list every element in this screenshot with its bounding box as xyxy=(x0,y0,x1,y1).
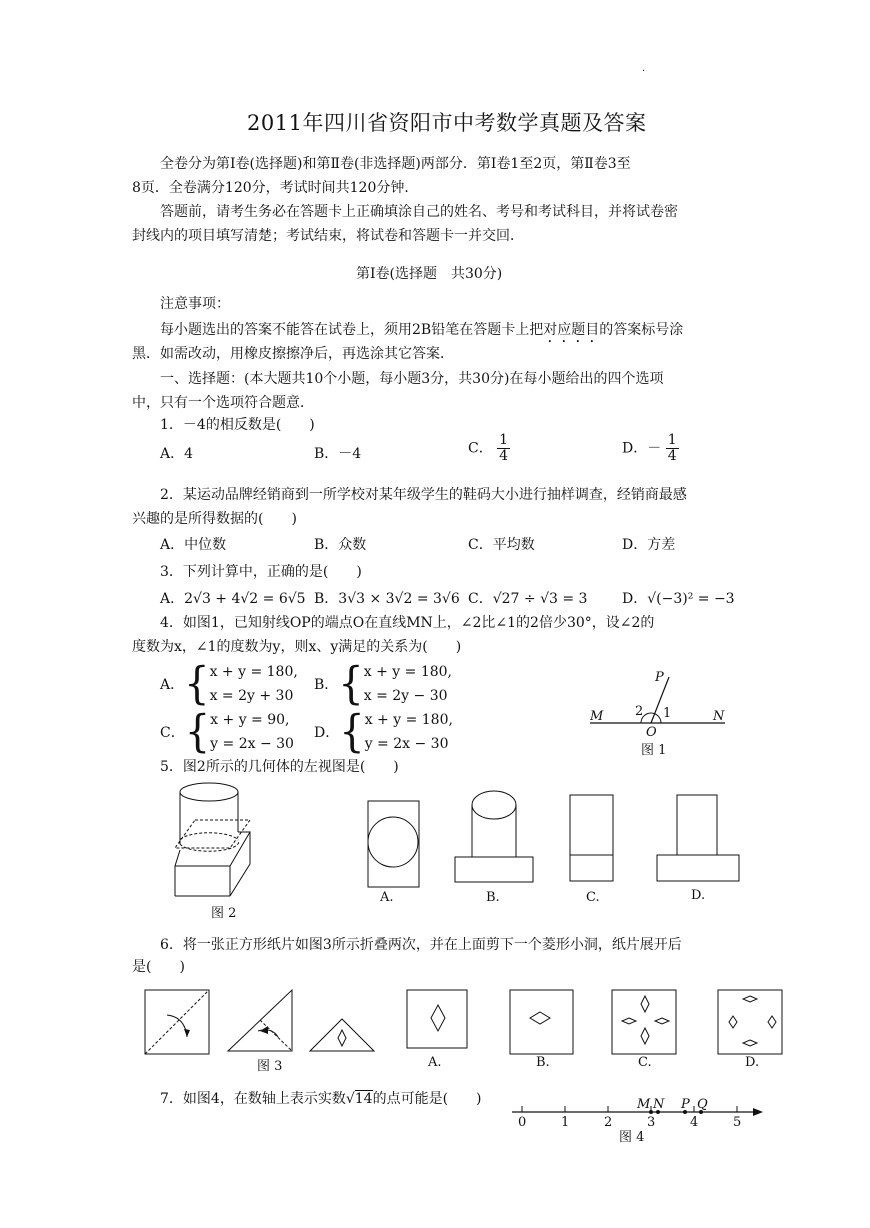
q7-stem xyxy=(160,1087,482,1111)
fig1-caption: 图 1 xyxy=(641,743,667,758)
label-m: M xyxy=(637,1097,651,1112)
q1-option-c xyxy=(468,433,510,464)
q3-option-a: A．2√3 + 4√2 = 6√5 xyxy=(160,591,306,607)
q3-option-b: B．3√3 × 3√2 = 3√6 xyxy=(314,591,460,607)
fig1-angle-1: 1 xyxy=(663,706,672,721)
q6-option-d: D. xyxy=(745,1055,760,1070)
figure-4-number-line xyxy=(505,1092,770,1144)
emphasized-text: 对应题目 xyxy=(543,322,600,338)
q1-option-a: A．4 xyxy=(160,446,194,462)
q5-option-c: C. xyxy=(586,890,600,905)
intro-line-3: 答题前，请考生务必在答题卡上正确填涂自己的姓名、考号和考试科目，并将试卷密 xyxy=(160,204,678,220)
fig1-angle-2: 2 xyxy=(635,704,644,719)
q2-option-b: B．众数 xyxy=(314,537,367,553)
tick-label-1: 1 xyxy=(561,1115,570,1130)
fig1-label-m: M xyxy=(590,709,604,724)
q1-d-label: D．－ xyxy=(622,440,662,457)
q5-stem: 5．图2所示的几何体的左视图是( ) xyxy=(160,759,399,775)
q2-option-d: D．方差 xyxy=(622,537,676,553)
fig2-caption: 图 2 xyxy=(211,906,237,921)
tick-label-2: 2 xyxy=(604,1115,613,1130)
q6-line-2: 是( ) xyxy=(132,959,185,975)
figure-2 xyxy=(175,778,275,923)
number-line-ticks xyxy=(518,1106,741,1130)
q1-option-b: B．－4 xyxy=(314,446,362,462)
q1-option-d xyxy=(622,433,679,464)
fig4-caption: 图 4 xyxy=(619,1130,645,1145)
q6-option-b: B. xyxy=(536,1055,550,1070)
notice-text-a: 每小题选出的答案不能答在试卷上，须用2B铅笔在答题卡上把 xyxy=(160,322,544,338)
q5-option-a: A. xyxy=(380,890,394,905)
q7-stem-b: 的点可能是( ) xyxy=(372,1091,482,1107)
fig1-label-n: N xyxy=(713,709,725,724)
q5-option-b: B. xyxy=(486,890,500,905)
tick-label-4: 4 xyxy=(690,1115,699,1130)
q4-line-1: 4．如图1，已知射线OP的端点O在直线MN上，∠2比∠1的2倍少30°，设∠2的 xyxy=(160,615,655,631)
q4-line-2: 度数为x，∠1的度数为y，则x、y满足的关系为( ) xyxy=(132,639,462,655)
q1-stem: 1．－4的相反数是( ) xyxy=(160,417,315,433)
fig1-label-p: P xyxy=(655,670,664,685)
q2-option-a: A．中位数 xyxy=(160,537,227,553)
q3-stem: 3．下列计算中，正确的是( ) xyxy=(160,564,362,580)
figure-1 xyxy=(585,665,735,760)
q2-option-c: C．平均数 xyxy=(468,537,535,553)
fig3-caption: 图 3 xyxy=(257,1059,283,1074)
q6-options xyxy=(400,985,790,1075)
part1-line-1: 一、选择题：(本大题共10个小题，每小题3分，共30分)在每小题给出的四个选项 xyxy=(160,371,664,387)
intro-line-2: 8页．全卷满分120分，考试时间共120分钟． xyxy=(132,180,419,196)
notice-label: 注意事项： xyxy=(160,296,230,312)
intro-line-4: 封线内的项目填写清楚；考试结束，将试卷和答题卡一并交回． xyxy=(132,228,524,244)
label-n: N xyxy=(653,1097,665,1112)
q4-option-a: A．{ x + y = 180, x = 2y + 30 xyxy=(160,658,298,710)
fig1-label-o: O xyxy=(646,725,657,740)
q4-option-b: B．{ x + y = 180, x = 2y − 30 xyxy=(314,658,452,710)
q6-option-c: C. xyxy=(638,1055,652,1070)
notice-line-2: 黑．如需改动，用橡皮擦擦净后，再选涂其它答案． xyxy=(132,346,454,362)
section-heading: 第Ⅰ卷(选择题 共30分) xyxy=(356,266,503,282)
q3-option-c: C．√27 ÷ √3 = 3 xyxy=(468,591,588,607)
q1-c-label: C． xyxy=(468,440,493,457)
label-q: Q xyxy=(697,1097,708,1112)
q4-option-c: C．{ x + y = 90, y = 2x − 30 xyxy=(160,706,294,758)
figure-3 xyxy=(140,985,380,1077)
q7-radical: √14 xyxy=(345,1091,373,1107)
corner-dot: · xyxy=(642,66,646,77)
page-title: 2011年四川省资阳市中考数学真题及答案 xyxy=(247,111,647,135)
q6-option-a: A. xyxy=(428,1055,442,1070)
q6-line-1: 6．将一张正方形纸片如图3所示折叠两次，并在上面剪下一个菱形小洞，纸片展开后 xyxy=(160,937,682,953)
label-p: P xyxy=(681,1097,690,1112)
q1-c-fraction: $\frac{1}{4}$ xyxy=(499,432,509,464)
q2-line-2: 兴趣的是所得数据的( ) xyxy=(132,511,297,527)
notice-text-c: 的答案标号涂 xyxy=(599,322,684,338)
q5-option-d: D. xyxy=(691,888,706,903)
q4-option-d: D．{ x + y = 180, y = 2x − 30 xyxy=(314,706,453,758)
q5-options xyxy=(360,790,750,910)
q2-line-1: 2．某运动品牌经销商到一所学校对某年级学生的鞋码大小进行抽样调查，经销商最感 xyxy=(160,487,687,503)
q7-stem-a: 7．如图4，在数轴上表示实数 xyxy=(160,1091,346,1107)
q1-d-fraction: $\frac{1}{4}$ xyxy=(667,432,677,464)
intro-line-1: 全卷分为第Ⅰ卷(选择题)和第Ⅱ卷(非选择题)两部分．第Ⅰ卷1至2页，第Ⅱ卷3至 xyxy=(160,156,631,172)
tick-label-5: 5 xyxy=(733,1115,742,1130)
q3-option-d: D．√(−3)² = −3 xyxy=(622,591,735,607)
tick-label-3: 3 xyxy=(647,1115,656,1130)
part1-line-2: 中，只有一个选项符合题意． xyxy=(132,395,314,411)
tick-label-0: 0 xyxy=(518,1115,527,1130)
